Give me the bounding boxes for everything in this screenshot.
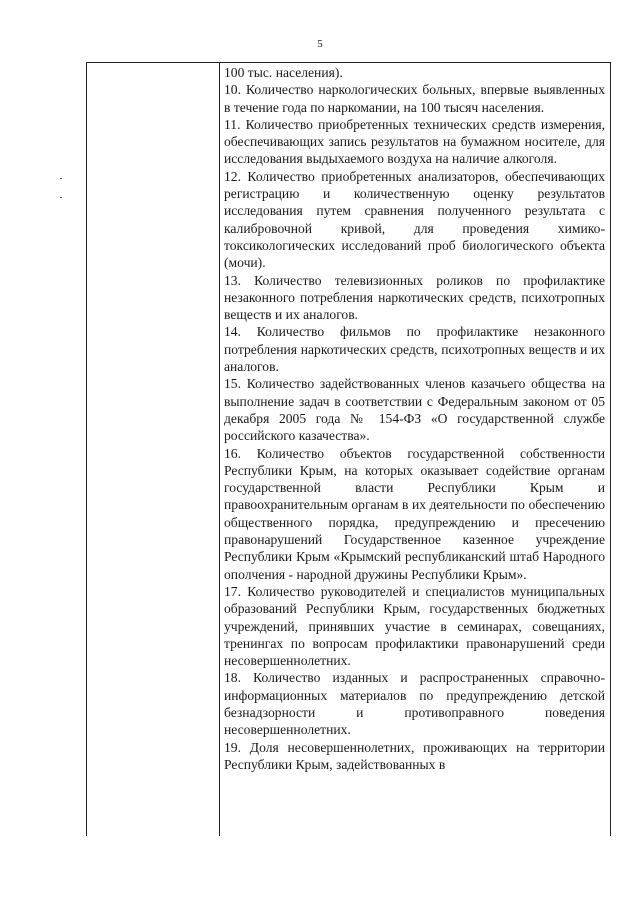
paragraph-item-10: 10. Количество наркологических больных, впервые выявленных в течение года по наркомании, на 100 тысяч населения. [224,82,605,115]
table-cell-content [224,64,605,773]
scan-speck [60,197,62,198]
paragraph-item-15: 15. Количество задействованных членов казачьего общества на выполнение задач в соответствии с Федеральным законом от 05 декабря 2005 года № 154-ФЗ «О государственной службе российского казачества». [224,376,605,444]
page-number: 5 [317,38,323,50]
scan-speck [60,178,62,179]
paragraph-item-18: 18. Количество изданных и распространенных справочно-информационных материалов по предупреждению детской безнадзорности и противоправного поведения несовершеннолетних. [224,670,605,738]
paragraph-continuation: 100 тыс. населения). [224,65,343,80]
paragraph-item-12: 12. Количество приобретенных анализаторов, обеспечивающих регистрацию и количественную оценку результатов исследования путем сравнения полученного результата с калибровочной кривой, для проведения химико-токсикологических исследований проб биологического объекта (мочи). [224,168,605,271]
paragraph-item-16: 16. Количество объектов государственной собственности Республики Крым, на которых оказывает содействие органам государственной власти Республики Крым и правоохранительным органам в их деятельности по обеспечению общественного порядка, предупреждению и пресечению правонарушений Государственное казенное учреждение Республики Крым «Крымский республиканский штаб Народного ополчения - народной дружины Республики Крым». [224,445,605,582]
paragraph-item-14: 14. Количество фильмов по профилактике незаконного потребления наркотических средств, психотропных веществ и их аналогов. [224,324,605,375]
column-divider [219,62,220,836]
paragraph-item-13: 13. Количество телевизионных роликов по профилактике незаконного потребления наркотических средств, психотропных веществ и их аналогов. [224,272,605,323]
paragraph-item-11: 11. Количество приобретенных технических средств измерения, обеспечивающих запись результатов на бумажном носителе, для исследования выдыхаемого воздуха на наличие алкоголя. [224,116,605,167]
paragraph-item-17: 17. Количество руководителей и специалистов муниципальных образований Республики Крым, государственных бюджетных учреждений, принявших участие в семинарах, совещаниях, тренингах по вопросам профилактики правонарушений среди несовершеннолетних. [224,583,605,669]
paragraph-item-19: 19. Доля несовершеннолетних, проживающих на территории Республики Крым, задействованных в [224,739,605,772]
